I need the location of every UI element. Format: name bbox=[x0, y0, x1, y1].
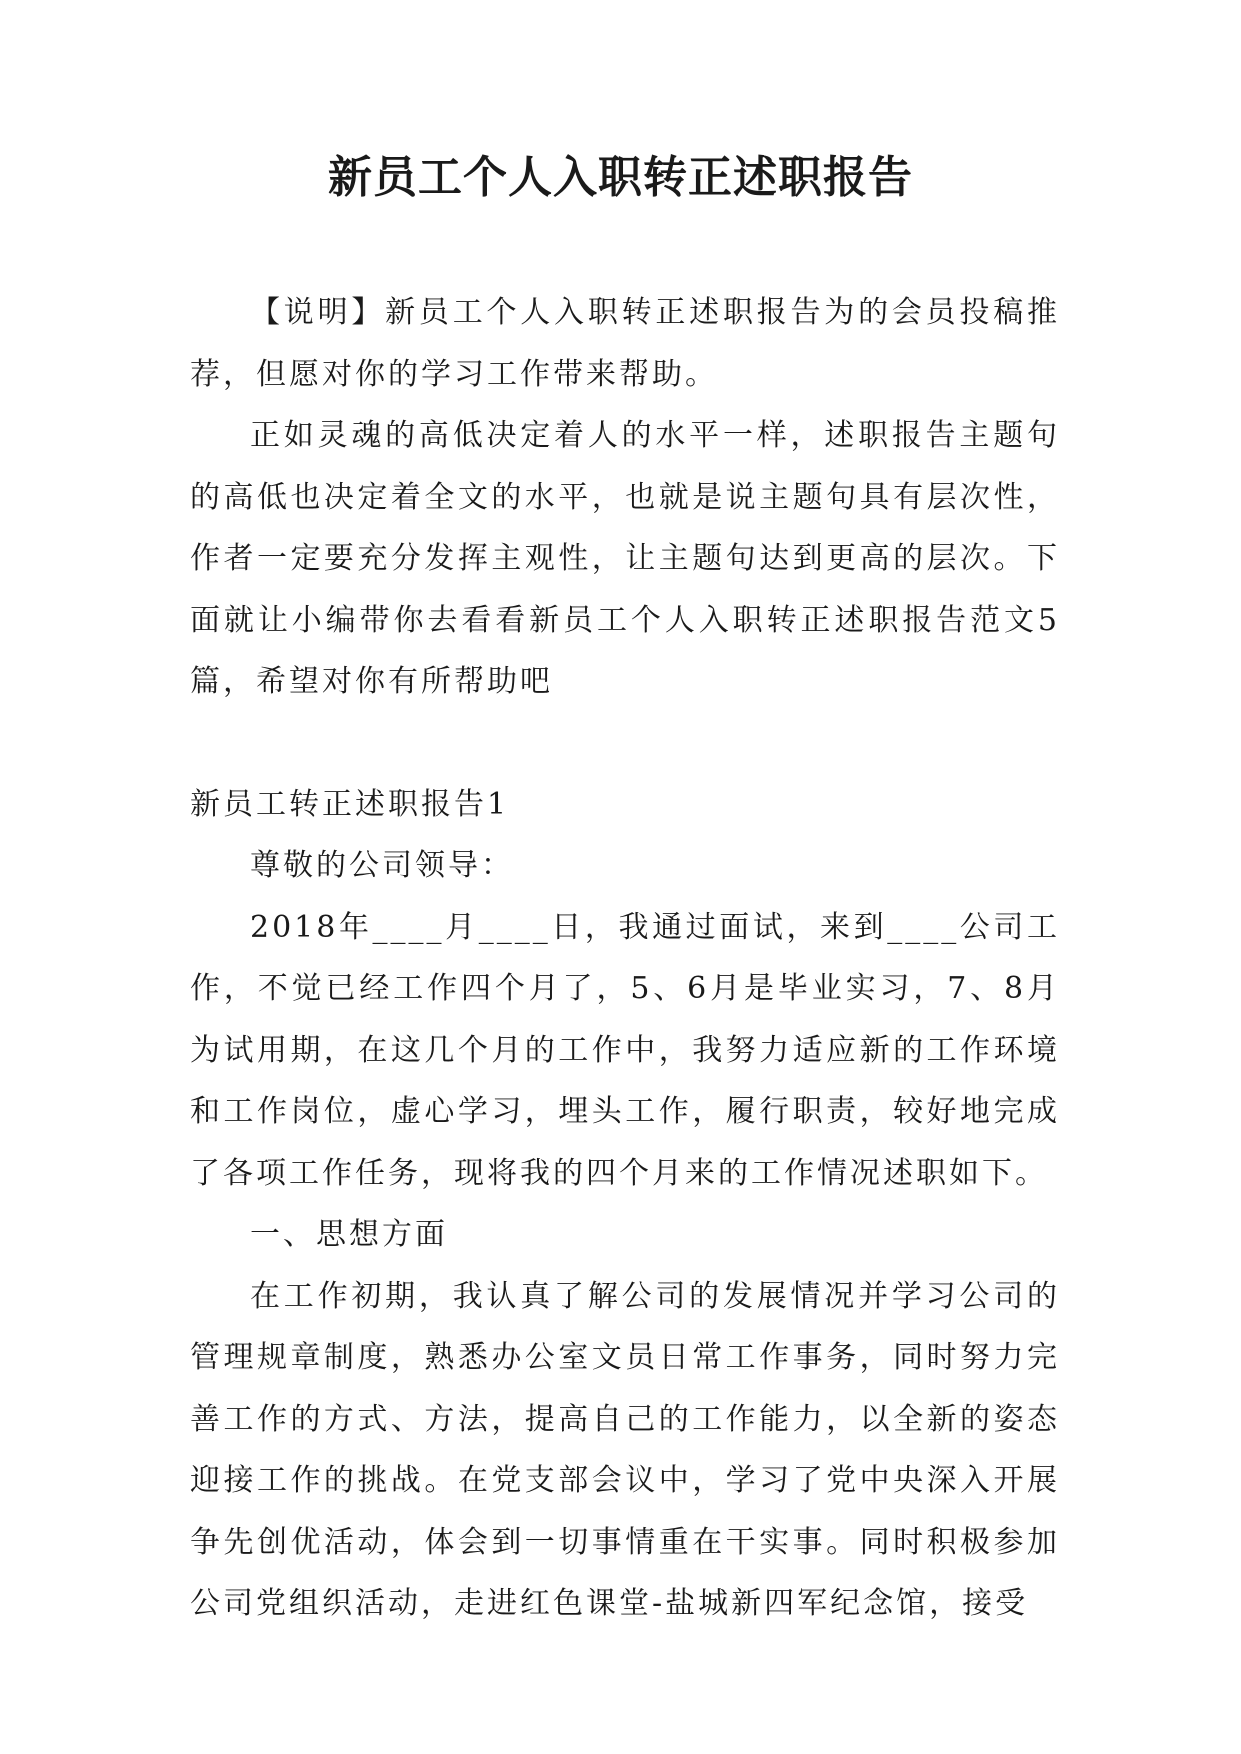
section-title: 新员工转正述职报告1 bbox=[190, 786, 510, 822]
salutation: 尊敬的公司领导： bbox=[250, 848, 514, 883]
intro-body-paragraph: 正如灵魂的高低决定着人的水平一样，述职报告主题句的高低也决定着全文的水平，也就是说主题句具有层次性，作者一定要充分发挥主观性，让主题句达到更高的层次。下面就让小编带你去看看新员工个人入职转正述职报告范文5篇，希望对你有所帮助吧 bbox=[190, 418, 1060, 699]
paragraph-gap bbox=[190, 713, 1060, 774]
document-body bbox=[190, 282, 1060, 1635]
body-paragraph-2: 在工作初期，我认真了解公司的发展情况并学习公司的管理规章制度，熟悉办公室文员日常工作事务，同时努力完善工作的方式、方法，提高自己的工作能力，以全新的姿态迎接工作的挑战。在党支部会议中，学习了党中央深入开展争先创优活动，体会到一切事情重在干实事。同时积极参加公司党组织活动，走进红色课堂-盐城新四军纪念馆，接受 bbox=[190, 1278, 1060, 1621]
body-paragraph-1: 2018年____月____日，我通过面试，来到____公司工作，不觉已经工作四个月了，5、6月是毕业实习，7、8月为试用期，在这几个月的工作中，我努力适应新的工作环境和工作岗位，虚心学习，埋头工作，履行职责，较好地完成了各项工作任务，现将我的四个月来的工作情况述职如下。 bbox=[190, 909, 1060, 1191]
document-title: 新员工个人入职转正述职报告 bbox=[328, 152, 913, 203]
intro-note-paragraph: 【说明】新员工个人入职转正述职报告为的会员投稿推荐，但愿对你的学习工作带来帮助。 bbox=[190, 295, 1060, 392]
subheading-thought: 一、思想方面 bbox=[250, 1217, 448, 1252]
